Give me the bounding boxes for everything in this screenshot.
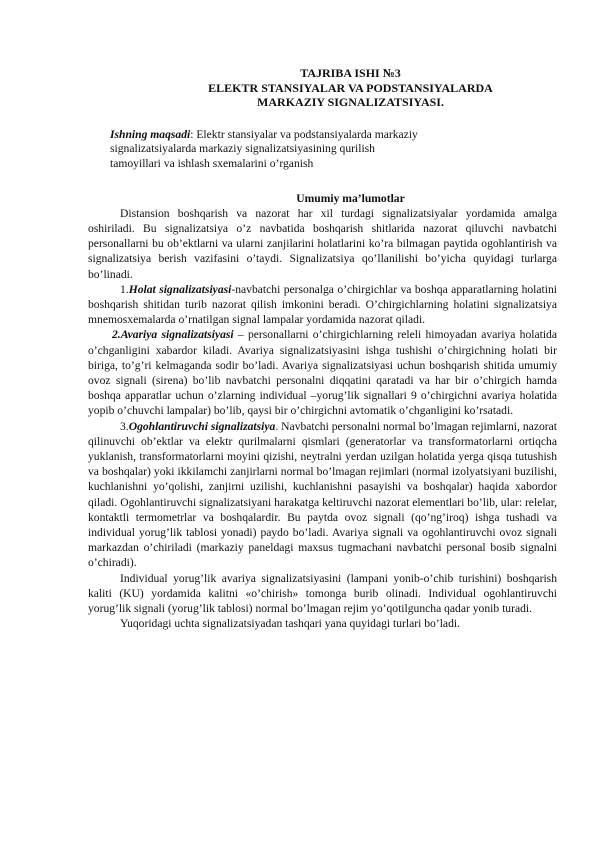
title-line-2: ELEKTR STANSIYALAR VA PODSTANSIYALARDA [208, 80, 493, 95]
paragraph-3-term: 2.Avariya signalizatsiyasi [112, 328, 234, 342]
document-title [144, 66, 557, 110]
paragraph-4-number: 3. [120, 419, 129, 433]
paragraph-1: Distansion boshqarish va nazorat har xil turdagi signalizatsiyalar yordamida amalga oshiriladi. Bu signalizatsiya o’z navbatida boshqarish shitlarida nazorat qiluvchi navbatchi personallarni bu ob’ektlarni va ularni zanjilarini holatlarini ko’ra bilmagan paytida ogohlantirish va signalizatsiya berish vazifasini o’taydi. Signalizatsiya qo’llanilishi bo’yicha quyidagi turlarga bo’linadi. [88, 206, 557, 281]
paragraph-4 [88, 419, 557, 571]
title-line-3: MARKAZIY SIGNALIZATSIYASI. [257, 95, 444, 110]
paragraph-4-term: Ogohlantiruvchi signalizatsiya [128, 419, 276, 433]
aim-label: Ishning maqsadi [110, 127, 191, 141]
aim-line-2: signalizatsiyalarda markaziy signalizatsiyasining qurilish [110, 142, 375, 156]
paragraph-5: Individual yorug’lik avariya signalizatsiyasini (lampani yonib-o’chib turishini) boshqarish kaliti (KU) yordamida kalitni «o’chirish» tomonga burib olinadi. Individual ogohlantiruvchi yorug’lik signali (yorug’lik tablosi) normal bo’lmagan rejim yo’qotilguncha qadar yonib turadi. [88, 571, 557, 616]
paragraph-2-text: -navbatchi personalga o’chirgichlar va boshqa apparatlarning holatini boshqarish shitidan turib nazorat qilish imkonini beradi. O’chirgichlarning holatini signalizatsiya mnemosxemalarda o’rnatilgan signal lampalar yordamida nazorat qiladi. [88, 282, 557, 327]
aim-line-1: : Elektr stansiyalar va podstansiyalarda markaziy [190, 127, 418, 141]
paragraph-2-term: Holat signalizatsiyasi [128, 282, 232, 296]
aim-line-3: tamoyillari va ishlash sxemalarini o’rganish [110, 156, 314, 170]
paragraph-4-text: . Navbatchi personalni normal bo’lmagan rejimlarni, nazorat qilinuvchi ob’ektlar va elektr qurilmalarni qismlari (generatorlar va transformatorlarni ortiqcha yuklanish, transformatorlarni moyini qizishi, neytralni yerdan uzilgan holatida yerga qisqa tutushish va boshqalar) yoki ikkilamchi zanjirlarni normal bo’lmagan rejimlari (normal izolyatsiyani buzilishi, kuchlanishni yo’qolishi, zanjirni uzilishi, kuchlanishni pasayishi va boshqalar) haqida xabordor qiladi. Ogohlantiruvchi signalizatsiyani harakatga keltiruvchi nazorat elementlari bo’lib, ular: relelar, kontaktli termometrlar va boshqalardir. Bu paytda ovoz signali (qo’ng’iroq) ishga tushadi va individual yorug’lik tablosi yonadi) paydo bo’ladi. Avariya signali va ogohlantiruvchi ovoz signali markazdan o’chiriladi (markaziy paneldagi maxsus tugmachani navbatchi personal bosib signalni o’chiradi). [88, 419, 557, 570]
document-page [88, 66, 557, 631]
paragraph-2-number: 1. [120, 282, 129, 296]
section-title: Umumiy ma’lumotlar [296, 191, 405, 205]
paragraph-3-text: – personallarni o’chirgichlarning releli himoyadan avariya holatida o’chganligini xabardor kiladi. Avariya signalizatsiyasini ishga tushishi o’chirgichning holati bir biriga, to’g’ri kelmaganda sodir bo’ladi. Avariya signalizatsiyasi uchun boshqarish shitida umumiy ovoz signali (sirena) bo’lib navbatchi personalni diqqatini qaratadi va har bir o’chirgich hamda boshqa apparatlar uchun o’zlarning individual –yorug’lik signallari 9 o’chirgichni avariya holatida yopib o’chuvchi lampalar) bo’lib, qaysi bir o’chirgichni avtomatik o’chganligini ko’rsatadi. [88, 328, 557, 418]
paragraph-2 [88, 282, 557, 328]
paragraph-3 [88, 327, 557, 418]
paragraph-6: Yuqoridagi uchta signalizatsiyadan tashqari yana quyidagi turlari bo’ladi. [120, 617, 460, 631]
aim-block [110, 128, 557, 172]
title-line-1: TAJRIBA ISHI №3 [300, 66, 401, 80]
